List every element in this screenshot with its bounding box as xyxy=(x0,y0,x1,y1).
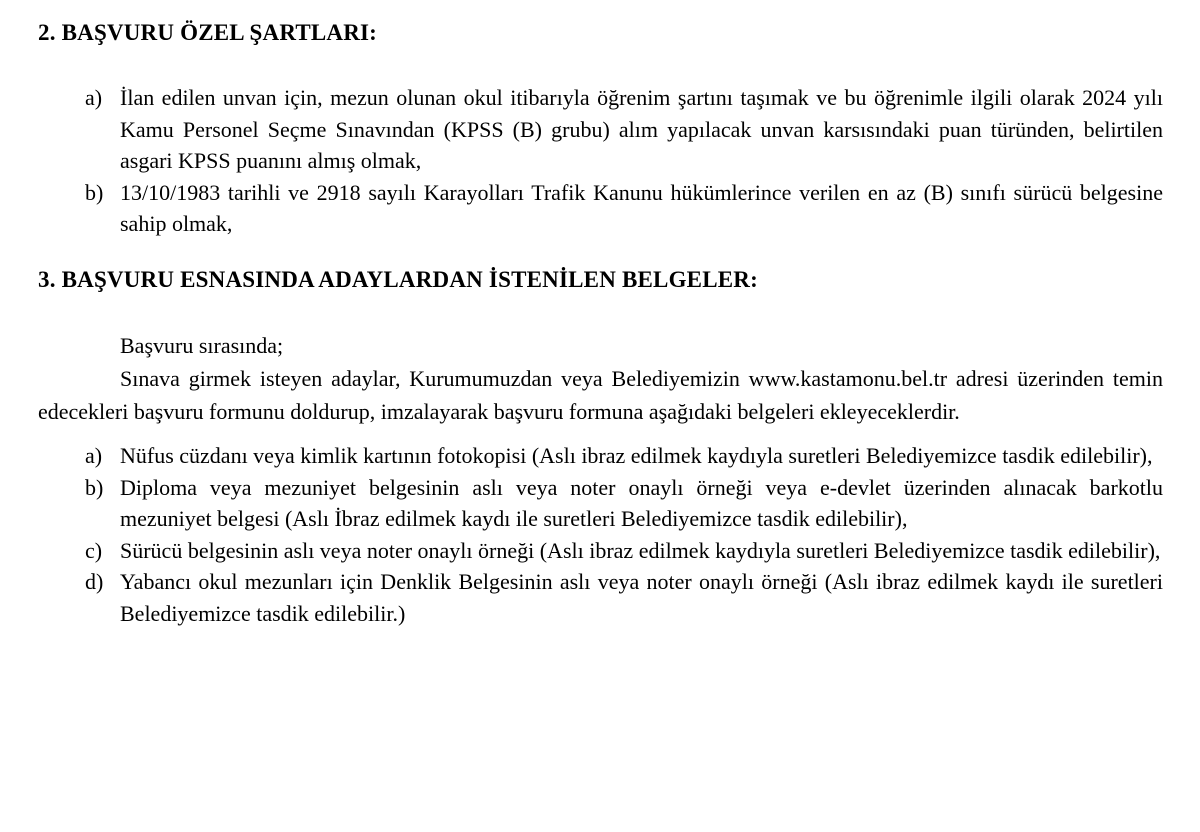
list-marker: d) xyxy=(85,569,104,595)
list-marker: c) xyxy=(85,537,103,563)
list-marker: a) xyxy=(85,442,103,468)
list-marker: a) xyxy=(85,85,103,110)
paragraph-basvuru-sirasinda: Başvuru sırasında; xyxy=(120,332,284,358)
list-marker: b) xyxy=(85,474,104,500)
list-item-3b xyxy=(85,472,1163,535)
paragraph-sinava-girmek: Sınava girmek isteyen adaylar, Kurumumuzdan veya Belediyemizin www.kastamonu.bel.tr adresi üzerinden temin edecekleri başvuru formunu doldurup, imzalayarak başvuru formuna aşağıdaki belgeleri ekleyeceklerdir. xyxy=(38,365,1163,424)
list-item-text: Nüfus cüzdanı veya kimlik kartının fotokopisi (Aslı ibraz edilmek kaydıyla suretleri Belediyemizce tasdik edilebilir), xyxy=(120,442,1153,468)
section-2-list xyxy=(85,82,1163,240)
list-item-3a xyxy=(85,440,1163,472)
list-item-text: Yabancı okul mezunları için Denklik Belgesinin aslı veya noter onaylı örneği (Aslı ibraz edilmek kaydı ile suretleri Belediyemizce tasdik edilebilir.) xyxy=(120,569,1163,626)
list-item-2a xyxy=(85,82,1163,177)
section-3-paragraphs xyxy=(38,329,1163,428)
list-item-text: İlan edilen unvan için, mezun olunan okul itibarıyla öğrenim şartını taşımak ve bu öğrenimle ilgili olarak 2024 yılı Kamu Personel Seçme Sınavından (KPSS (B) grubu) alım yapılacak unvan karsısındaki puan türünden, belirtilen asgari KPSS puanını almış olmak, xyxy=(120,85,1163,174)
list-item-3d xyxy=(85,566,1163,629)
section-2-heading: 2. BAŞVURU ÖZEL ŞARTLARI: xyxy=(38,20,378,45)
list-item-text: 13/10/1983 tarihli ve 2918 sayılı Karayolları Trafik Kanunu hükümlerince verilen en az (B) sınıfı sürücü belgesine sahip olmak, xyxy=(120,179,1163,237)
section-3-heading: 3. BAŞVURU ESNASINDA ADAYLARDAN İSTENİLEN BELGELER: xyxy=(38,266,758,292)
list-item-2b xyxy=(85,177,1163,240)
list-item-text: Sürücü belgesinin aslı veya noter onaylı örneği (Aslı ibraz edilmek kaydıyla suretleri Belediyemizce tasdik edilebilir), xyxy=(120,537,1161,563)
list-item-text: Diploma veya mezuniyet belgesinin aslı veya noter onaylı örneği veya e-devlet üzerinden alınacak barkotlu mezuniyet belgesi (Aslı İbraz edilmek kaydı ile suretleri Belediyemizce tasdik edilebilir), xyxy=(120,474,1163,532)
section-3-list xyxy=(85,440,1163,630)
list-item-3c xyxy=(85,535,1163,567)
list-marker: b) xyxy=(85,179,104,205)
